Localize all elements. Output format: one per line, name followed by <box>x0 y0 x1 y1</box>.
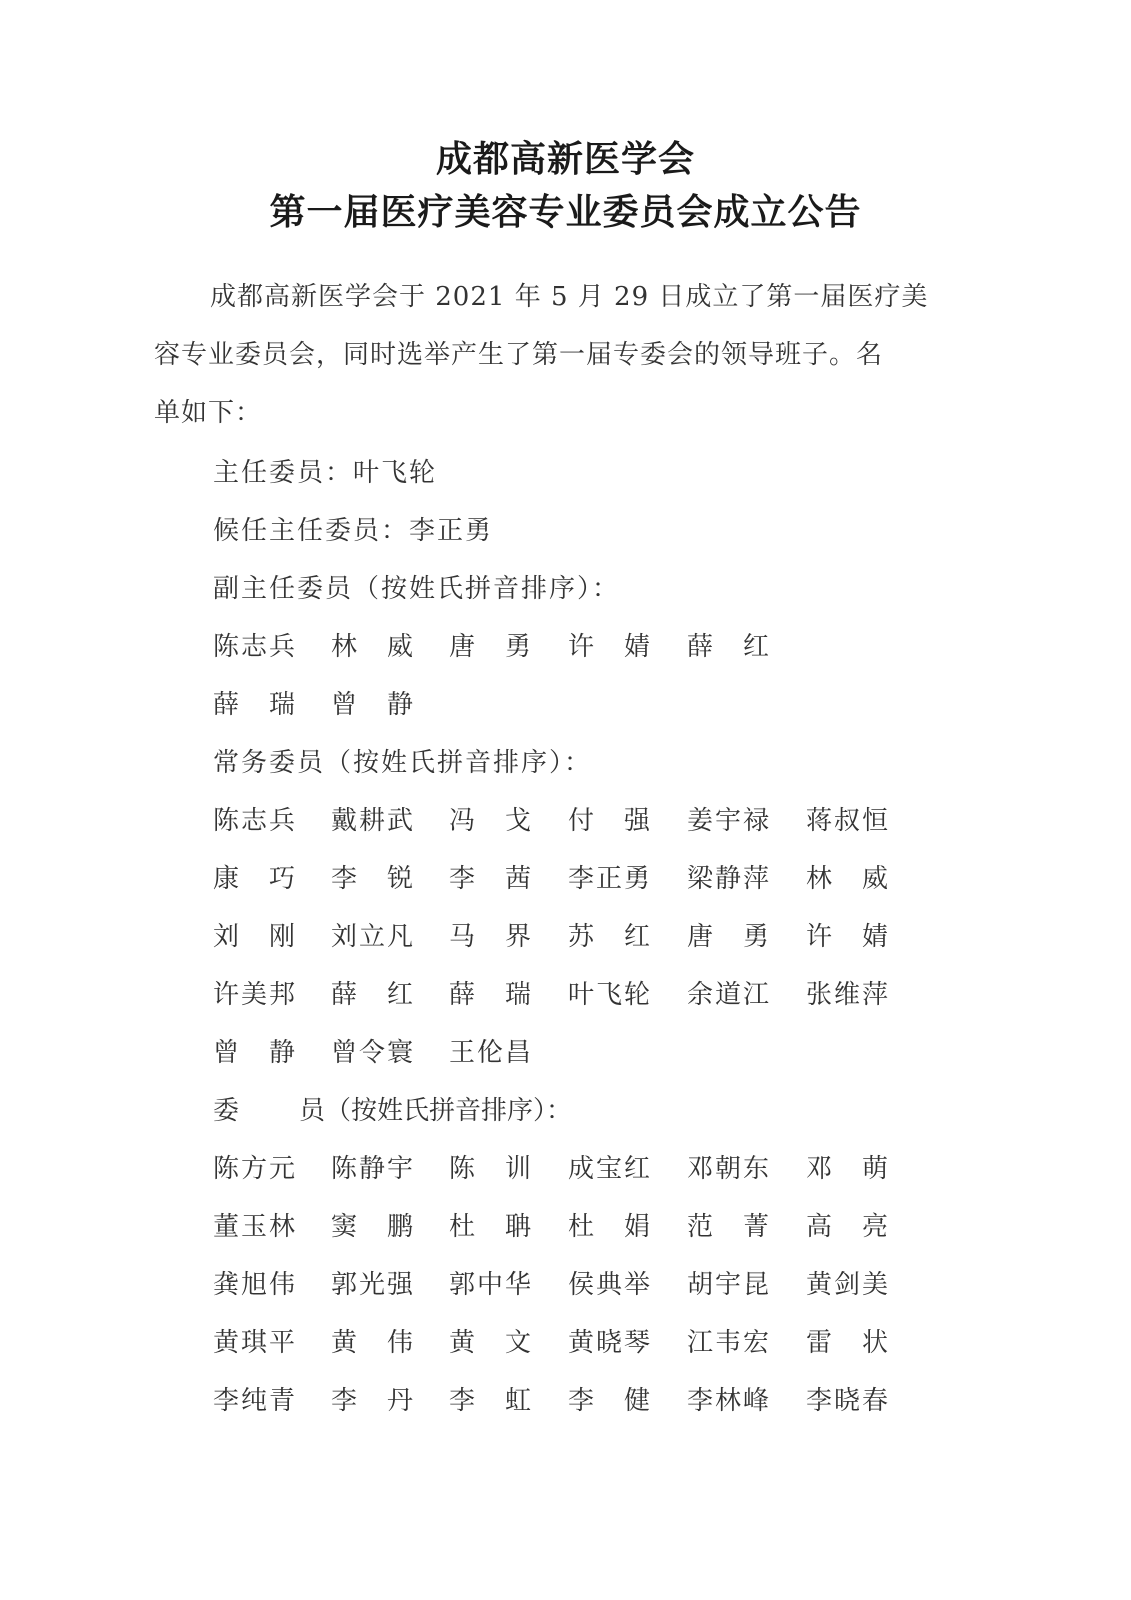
member-name: 李 丹 <box>331 1386 413 1416</box>
member-name: 薛 瑞 <box>449 980 531 1010</box>
page-title-organization: 成都高新医学会 <box>435 139 695 180</box>
member-name: 李 健 <box>568 1386 650 1416</box>
member-name: 黄 伟 <box>331 1328 413 1358</box>
member-name: 许 美 邦 <box>213 980 295 1010</box>
member-name: 刘 立 凡 <box>331 922 413 952</box>
chair-line: 主任委员：叶飞轮 <box>213 458 438 488</box>
member-name: 陈 静 宇 <box>331 1154 413 1184</box>
member-name: 许 婧 <box>568 632 650 662</box>
member-name: 许 婧 <box>806 922 888 952</box>
member-name: 王 伦 昌 <box>449 1038 531 1068</box>
member-name: 刘 刚 <box>213 922 295 952</box>
member-name: 黄 剑 美 <box>806 1270 888 1300</box>
name-row <box>213 916 933 956</box>
member-name: 窦 鹏 <box>331 1212 413 1242</box>
member-name: 李 晓 春 <box>806 1386 888 1416</box>
member-name: 李 正 勇 <box>568 864 650 894</box>
member-name: 黄 文 <box>449 1328 531 1358</box>
member-name: 陈 志 兵 <box>213 632 295 662</box>
member-name: 范 菁 <box>687 1212 769 1242</box>
name-row <box>213 800 933 840</box>
member-name: 陈 训 <box>449 1154 531 1184</box>
name-row <box>213 626 933 666</box>
chair-elect-line: 候任主任委员：李正勇 <box>213 516 494 546</box>
member-name: 成 宝 红 <box>568 1154 650 1184</box>
member-name: 苏 红 <box>568 922 650 952</box>
member-name: 黄 琪 平 <box>213 1328 295 1358</box>
member-name: 曾 静 <box>213 1038 295 1068</box>
name-row <box>213 1032 933 1072</box>
name-row <box>213 1264 933 1304</box>
member-name: 郭 光 强 <box>331 1270 413 1300</box>
name-row <box>213 1380 933 1420</box>
name-row <box>213 858 933 898</box>
member-name: 付 强 <box>568 806 650 836</box>
member-name: 林 威 <box>806 864 888 894</box>
member-name: 李 虹 <box>449 1386 531 1416</box>
member-name: 蒋 叔 恒 <box>806 806 888 836</box>
vice-chair-heading: 副主任委员（按姓氏拼音排序）： <box>213 574 621 604</box>
member-name: 薛 红 <box>687 632 769 662</box>
name-row <box>213 1322 933 1362</box>
member-name: 郭 中 华 <box>449 1270 531 1300</box>
member-name: 陈 方 元 <box>213 1154 295 1184</box>
member-name: 戴 耕 武 <box>331 806 413 836</box>
member-name: 黄 晓 琴 <box>568 1328 650 1358</box>
member-name: 曾 静 <box>331 690 413 720</box>
member-name: 唐 勇 <box>687 922 769 952</box>
member-name: 叶 飞 轮 <box>568 980 650 1010</box>
member-name: 高 亮 <box>806 1212 888 1242</box>
member-name: 薛 瑞 <box>213 690 295 720</box>
member-name: 侯 典 举 <box>568 1270 650 1300</box>
member-heading-char: 委 <box>213 1096 240 1126</box>
member-name: 康 巧 <box>213 864 295 894</box>
member-name: 李 锐 <box>331 864 413 894</box>
member-name: 余 道 江 <box>687 980 769 1010</box>
member-name: 薛 红 <box>331 980 413 1010</box>
member-name: 雷 状 <box>806 1328 888 1358</box>
member-name: 杜 聃 <box>449 1212 531 1242</box>
member-name: 曾 令 寰 <box>331 1038 413 1068</box>
name-row <box>213 974 933 1014</box>
member-name: 陈 志 兵 <box>213 806 295 836</box>
member-name: 李 茜 <box>449 864 531 894</box>
name-row <box>213 1148 933 1188</box>
member-name: 梁 静 萍 <box>687 864 769 894</box>
member-heading <box>213 1090 572 1127</box>
member-name: 马 界 <box>449 922 531 952</box>
intro-paragraph <box>154 268 974 442</box>
member-name: 张 维 萍 <box>806 980 888 1010</box>
member-name: 李 林 峰 <box>687 1386 769 1416</box>
name-row <box>213 684 933 724</box>
standing-committee-heading: 常务委员（按姓氏拼音排序）： <box>213 748 593 778</box>
member-name: 杜 娟 <box>568 1212 650 1242</box>
member-name: 江 韦 宏 <box>687 1328 769 1358</box>
intro-line: 成都高新医学会于 2021 年 5 月 29 日成立了第一届医疗美 <box>210 282 929 312</box>
member-heading-char: 员 <box>299 1096 326 1126</box>
page-title-announcement: 第一届医疗美容专业委员会成立公告 <box>269 192 862 233</box>
member-name: 林 威 <box>331 632 413 662</box>
member-name: 李 纯 青 <box>213 1386 295 1416</box>
member-name: 冯 戈 <box>449 806 531 836</box>
intro-line: 容专业委员会，同时选举产生了第一届专委会的领导班子。名 <box>154 340 884 370</box>
member-name: 邓 萌 <box>806 1154 888 1184</box>
member-name: 胡 宇 昆 <box>687 1270 769 1300</box>
member-name: 董 玉 林 <box>213 1212 295 1242</box>
name-row <box>213 1206 933 1246</box>
intro-line: 单如下： <box>154 398 263 428</box>
member-name: 姜 宇 禄 <box>687 806 769 836</box>
member-name: 唐 勇 <box>449 632 531 662</box>
member-name: 邓 朝 东 <box>687 1154 769 1184</box>
member-heading-note: （按姓氏拼音排序）： <box>325 1096 573 1126</box>
member-name: 龚 旭 伟 <box>213 1270 295 1300</box>
